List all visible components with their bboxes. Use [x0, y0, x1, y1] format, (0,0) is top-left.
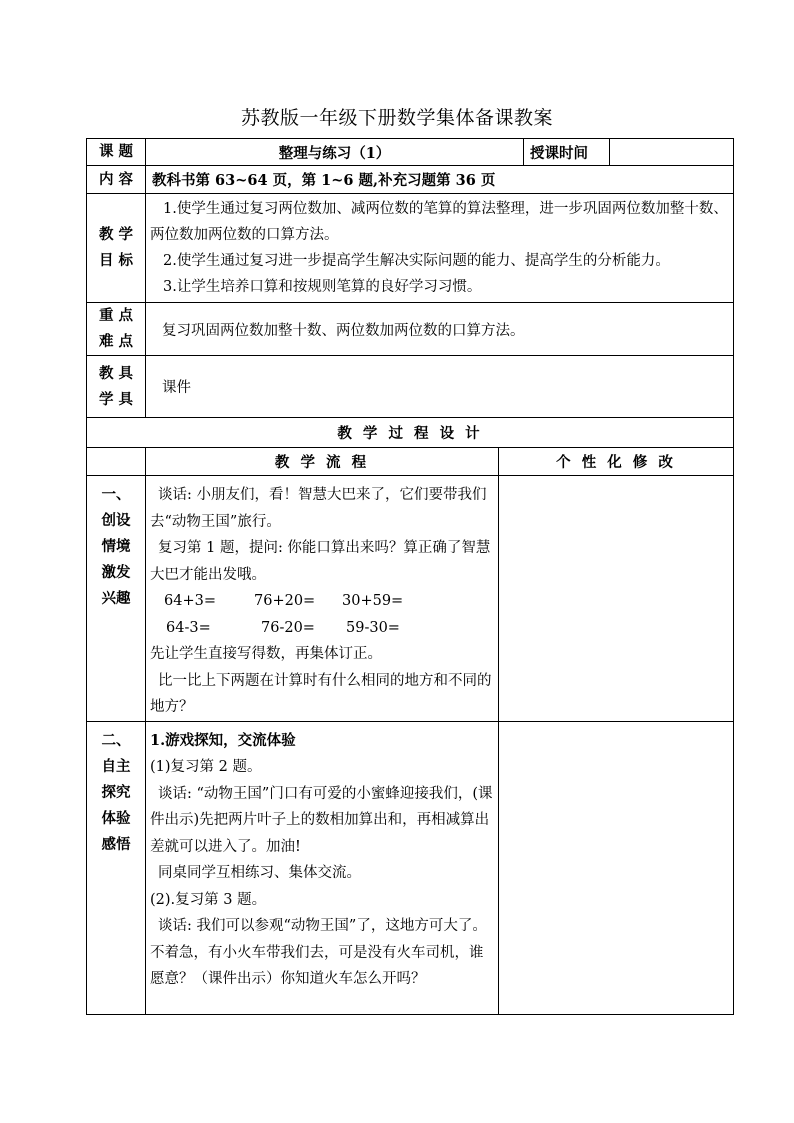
- stage-row: [87, 721, 734, 1014]
- paragraph: 先让学生直接写得数，再集体订正。: [150, 646, 382, 662]
- paragraph: 谈话: 我们可以参观“动物王国”了，这地方可大了。不着急，有小火车带我们去，可是没有火车司机，谁愿意？（课件出示）你知道火车怎么开吗？: [150, 918, 487, 987]
- paragraph: 复习第 1 题，提问: 你能口算出来吗？算正确了智慧大巴才能出发哦。: [150, 540, 491, 583]
- stage-label: 一、 创设 情境 激发 兴趣: [87, 476, 146, 722]
- tools-value: 课件: [146, 356, 734, 418]
- tools-label: 教 具 学 具: [87, 356, 146, 418]
- topic-value: 整理与练习（1）: [146, 139, 524, 166]
- calc-item: 30+59=: [342, 593, 404, 609]
- key-points-label: 重 点 难 点: [87, 303, 146, 356]
- objectives-row: [87, 194, 734, 303]
- column-header-empty: [87, 448, 146, 476]
- content-row: [87, 166, 734, 194]
- key-points-row: [87, 303, 734, 356]
- tools-row: [87, 356, 734, 418]
- calc-item: 76+20=: [254, 593, 316, 609]
- objective-item: 3.让学生培养口算和按规则笔算的良好学习习惯。: [163, 279, 482, 295]
- personal-notes-cell: [499, 721, 734, 1014]
- section-heading: 1.游戏探知，交流体验: [150, 731, 296, 749]
- calc-item: 59-30=: [346, 619, 400, 636]
- stage-content: [146, 476, 499, 722]
- paragraph: (1)复习第 2 题。: [150, 759, 262, 775]
- objective-item: 2.使学生通过复习进一步提高学生解决实际问题的能力、提高学生的分析能力。: [163, 253, 670, 269]
- calc-item: 76-20=: [261, 619, 315, 636]
- content-value: 教科书第 63~64 页，第 1~6 题,补充习题第 36 页: [146, 166, 734, 194]
- stage-content: [146, 721, 499, 1014]
- objectives-label: 教 学 目 标: [87, 194, 146, 303]
- personal-notes-cell: [499, 476, 734, 722]
- document-title: 苏教版一年级下册数学集体备课教案: [240, 107, 553, 129]
- stage-label: 二、 自主 探究 体验 感悟: [87, 721, 146, 1014]
- column-header-row: [87, 448, 734, 476]
- stage-row: [87, 476, 734, 722]
- calc-item: 64-3=: [166, 619, 211, 636]
- column-header-flow: 教 学 流 程: [146, 448, 499, 476]
- content-label: 内 容: [87, 166, 146, 194]
- paragraph: 同桌同学互相练习、集体交流。: [158, 865, 361, 881]
- paragraph: 谈话: 小朋友们，看！智慧大巴来了，它们要带我们去“动物王国”旅行。: [150, 487, 487, 530]
- calc-row: [150, 615, 494, 642]
- column-header-personal: 个 性 化 修 改: [499, 448, 734, 476]
- key-points-value: 复习巩固两位数加整十数、两位数加两位数的口算方法。: [146, 303, 734, 356]
- objectives-list: [146, 194, 734, 303]
- paragraph: 谈话: “动物王国”门口有可爱的小蜜蜂迎接我们，(课件出示)先把两片叶子上的数相加算出和，再相减算出差就可以进入了。加油!: [150, 785, 493, 855]
- paragraph: (2).复习第 3 题。: [150, 891, 267, 908]
- paragraph: 比一比上下两题在计算时有什么相同的地方和不同的地方？: [150, 672, 492, 715]
- lesson-plan-table: [86, 138, 734, 1015]
- process-header: 教 学 过 程 设 计: [87, 418, 734, 448]
- time-label: 授课时间: [524, 139, 610, 166]
- calc-row: [150, 588, 494, 615]
- calc-item: 64+3=: [164, 593, 216, 609]
- topic-label: 课 题: [87, 139, 146, 166]
- process-header-row: [87, 418, 734, 448]
- time-value: [610, 139, 734, 166]
- objective-item: 1.使学生通过复习两位数加、减两位数的笔算的算法整理，进一步巩固两位数加整十数、两位数加两位数的口算方法。: [150, 201, 728, 243]
- topic-row: [87, 139, 734, 166]
